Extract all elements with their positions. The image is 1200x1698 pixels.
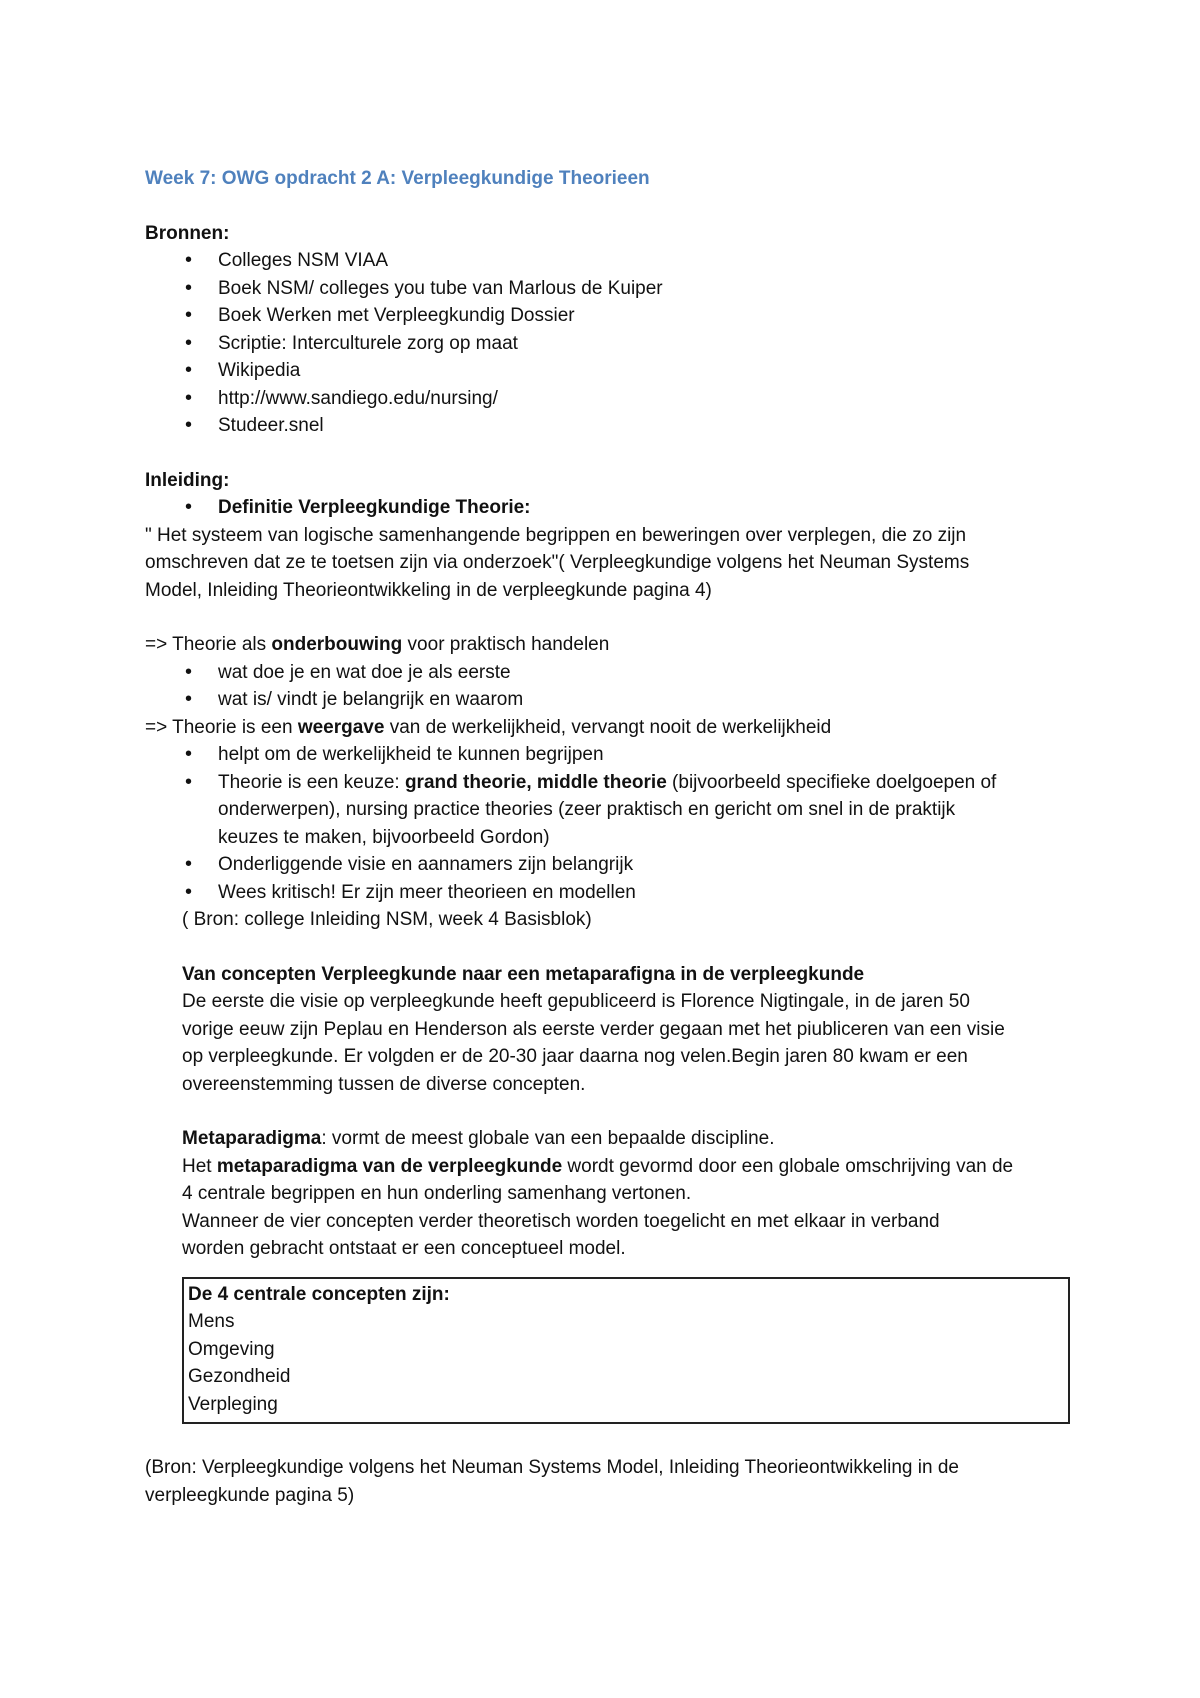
page-title: Week 7: OWG opdracht 2 A: Verpleegkundige Theorieen <box>145 168 650 189</box>
definitie-line-2: omschreven dat ze te toetsen zijn via onderzoek"( Verpleegkundige volgens het Neuman Systems <box>145 552 970 573</box>
list-item: • http://www.sandiego.edu/nursing/ <box>145 385 1075 413</box>
theorie-weergave-list <box>145 741 1075 906</box>
theorie-weergave-line: => Theorie is een weergave van de werkelijkheid, vervangt nooit de werkelijkheid <box>145 716 832 738</box>
list-item: • Wees kritisch! Er zijn meer theorieen en modellen <box>145 879 1075 907</box>
metaparadigma-line-5: worden gebracht ontstaat er een conceptueel model. <box>182 1238 626 1259</box>
concepten-line-4: overeenstemming tussen de diverse concepten. <box>182 1073 586 1095</box>
list-item: • helpt om de werkelijkheid te kunnen begrijpen <box>145 741 1075 769</box>
metaparadigma-line-4: Wanneer de vier concepten verder theoretisch worden toegelicht en met elkaar in verband <box>182 1210 940 1232</box>
metaparadigma-line-1: Metaparadigma: vormt de meest globale van een bepaalde discipline. <box>182 1128 775 1149</box>
bron-footer-line-1: (Bron: Verpleegkundige volgens het Neuman Systems Model, Inleiding Theorieontwikkeling in de <box>145 1457 959 1478</box>
list-item: • Boek Werken met Verpleegkundig Dossier <box>145 302 1075 330</box>
list-item: • Onderliggende visie en aannamers zijn belangrijk <box>145 851 1075 879</box>
list-item: • Theorie is een keuze: grand theorie, middle theorie (bijvoorbeeld specifieke doelgoepen of onderwerpen), nursing practice theories (zeer praktisch en gericht om snel in de praktijk keuzes te maken, bijvoorbeeld Gordon) <box>145 769 1075 852</box>
box-item: Omgeving <box>188 1338 275 1360</box>
box-item: Verpleging <box>188 1393 278 1415</box>
bron-college: ( Bron: college Inleiding NSM, week 4 Basisblok) <box>182 909 592 930</box>
document-page <box>145 165 1075 1509</box>
list-item: • Colleges NSM VIAA <box>145 247 1075 275</box>
theorie-onderbouwing-line: => Theorie als onderbouwing voor praktisch handelen <box>145 634 610 655</box>
inleiding-heading: Inleiding: <box>145 469 230 491</box>
concepten-heading: Van concepten Verpleegkunde naar een metaparafigna in de verpleegkunde <box>182 963 865 985</box>
concepten-line-3: op verpleegkunde. Er volgden er de 20-30 jaar daarna nog velen.Begin jaren 80 kwam er een <box>182 1046 968 1067</box>
definitie-line-1: " Het systeem van logische samenhangende begrippen en beweringen over verplegen, die zo zijn <box>145 524 967 546</box>
box-heading: De 4 centrale concepten zijn: <box>188 1283 450 1305</box>
list-item: • Boek NSM/ colleges you tube van Marlous de Kuiper <box>145 275 1075 303</box>
box-item: Gezondheid <box>188 1366 291 1387</box>
list-item: • Scriptie: Interculturele zorg op maat <box>145 330 1075 358</box>
concepten-line-1: De eerste die visie op verpleegkunde heeft gepubliceerd is Florence Nigtingale, in de jaren 50 <box>182 991 970 1012</box>
list-item: • wat doe je en wat doe je als eerste <box>145 659 1075 687</box>
metaparadigma-line-3: 4 centrale begrippen en hun onderling samenhang vertonen. <box>182 1183 692 1204</box>
bron-footer-line-2: verpleegkunde pagina 5) <box>145 1484 355 1506</box>
list-item: • Studeer.snel <box>145 412 1075 440</box>
metaparadigma-line-2: Het metaparadigma van de verpleegkunde wordt gevormd door een globale omschrijving van de <box>182 1155 1014 1177</box>
box-item: Mens <box>188 1311 235 1332</box>
definitie-list <box>145 494 1075 522</box>
bronnen-heading: Bronnen: <box>145 222 230 244</box>
concepten-line-2: vorige eeuw zijn Peplau en Henderson als eerste verder gegaan met het piubliceren van een visie <box>182 1018 1005 1040</box>
centrale-concepten-box <box>182 1277 1070 1425</box>
theorie-onderbouwing-list <box>145 659 1075 714</box>
bronnen-list <box>145 247 1075 440</box>
list-item: • wat is/ vindt je belangrijk en waarom <box>145 686 1075 714</box>
list-item: • Wikipedia <box>145 357 1075 385</box>
definitie-line-3: Model, Inleiding Theorieontwikkeling in de verpleegkunde pagina 4) <box>145 579 712 601</box>
definitie-label: • Definitie Verpleegkundige Theorie: <box>145 494 1075 522</box>
